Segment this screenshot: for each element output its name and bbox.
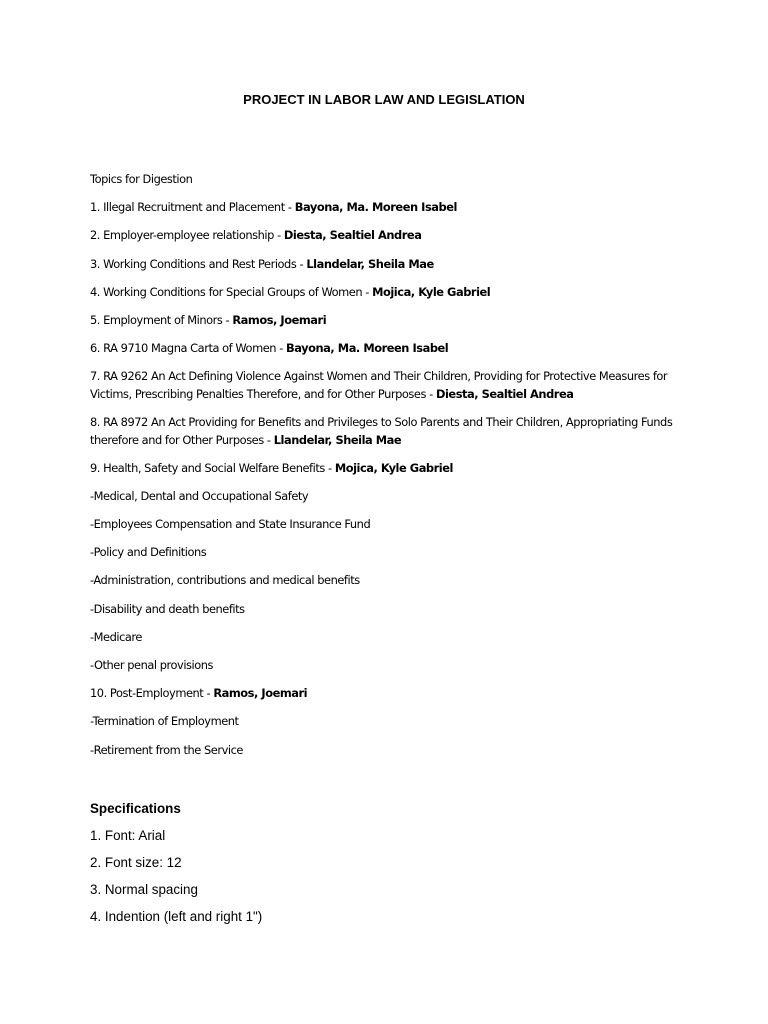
- subtopic-item: -Medical, Dental and Occupational Safety: [90, 488, 309, 503]
- specification-item: 4. Indention (left and right 1"): [90, 909, 263, 924]
- topic-text: 8. RA 8972 An Act Providing for Benefits and Privileges to Solo Parents and Their Children, Appropriating Funds therefore and for Other Purposes -: [90, 415, 673, 447]
- topic-item-3: [90, 256, 690, 274]
- subtopic-item: -Other penal provisions: [90, 658, 214, 672]
- subtopic-item: -Retirement from the Service: [90, 742, 243, 757]
- specification-item: 1. Font: Arial: [90, 828, 166, 843]
- assignee-name: Bayona, Ma. Moreen Isabel: [286, 341, 449, 356]
- topic-item-4: [90, 284, 690, 302]
- topic-item-10: [90, 685, 690, 703]
- assignee-name: Llandelar, Sheila Mae: [306, 256, 434, 271]
- subtopic-item: -Employees Compensation and State Insurance Fund: [90, 517, 371, 532]
- specifications-heading: Specifications: [90, 801, 181, 816]
- topic-item-8: [90, 414, 690, 449]
- assignee-name: Ramos, Joemari: [232, 312, 327, 327]
- topic-text: 9. Health, Safety and Social Welfare Benefits -: [90, 460, 335, 475]
- topic-item-9: [90, 460, 690, 478]
- assignee-name: Mojica, Kyle Gabriel: [372, 284, 491, 299]
- topics-section: [90, 171, 690, 770]
- topic-text: 6. RA 9710 Magna Carta of Women -: [90, 341, 287, 356]
- subtopic-item: -Termination of Employment: [90, 714, 239, 729]
- topic-item-5: [90, 312, 690, 330]
- topic-item-7: [90, 368, 690, 403]
- assignee-name: Llandelar, Sheila Mae: [273, 432, 402, 447]
- assignee-name: Bayona, Ma. Moreen Isabel: [294, 200, 457, 215]
- assignee-name: Mojica, Kyle Gabriel: [334, 460, 453, 475]
- subtopic-item: -Administration, contributions and medical benefits: [90, 573, 360, 588]
- topic-text: 1. Illegal Recruitment and Placement -: [90, 200, 295, 215]
- topic-text: 5. Employment of Minors -: [90, 312, 233, 327]
- topic-item-2: [90, 227, 690, 245]
- topic-text: 7. RA 9262 An Act Defining Violence Against Women and Their Children, Providing for Protective Measures for Victims, Prescribing Penalties Therefore, and for Other Purposes -: [90, 369, 668, 401]
- specifications-section: [90, 799, 690, 934]
- specification-item: 2. Font size: 12: [90, 855, 182, 870]
- subtopic-item: -Policy and Definitions: [90, 545, 207, 560]
- topic-text: 10. Post-Employment -: [90, 686, 214, 701]
- assignee-name: Diesta, Sealtiel Andrea: [435, 386, 574, 401]
- topic-text: 3. Working Conditions and Rest Periods -: [90, 256, 307, 271]
- assignee-name: Diesta, Sealtiel Andrea: [283, 228, 422, 243]
- topic-item-1: [90, 199, 690, 217]
- topics-heading: Topics for Digestion: [90, 172, 193, 186]
- document-title: PROJECT IN LABOR LAW AND LEGISLATION: [243, 92, 525, 107]
- subtopic-item: -Disability and death benefits: [90, 601, 245, 616]
- topic-item-6: [90, 340, 690, 358]
- specification-item: 3. Normal spacing: [90, 882, 198, 897]
- assignee-name: Ramos, Joemari: [213, 686, 308, 701]
- topic-text: 2. Employer-employee relationship -: [90, 228, 284, 243]
- subtopic-item: -Medicare: [90, 629, 142, 644]
- topic-text: 4. Working Conditions for Special Groups of Women -: [90, 284, 373, 299]
